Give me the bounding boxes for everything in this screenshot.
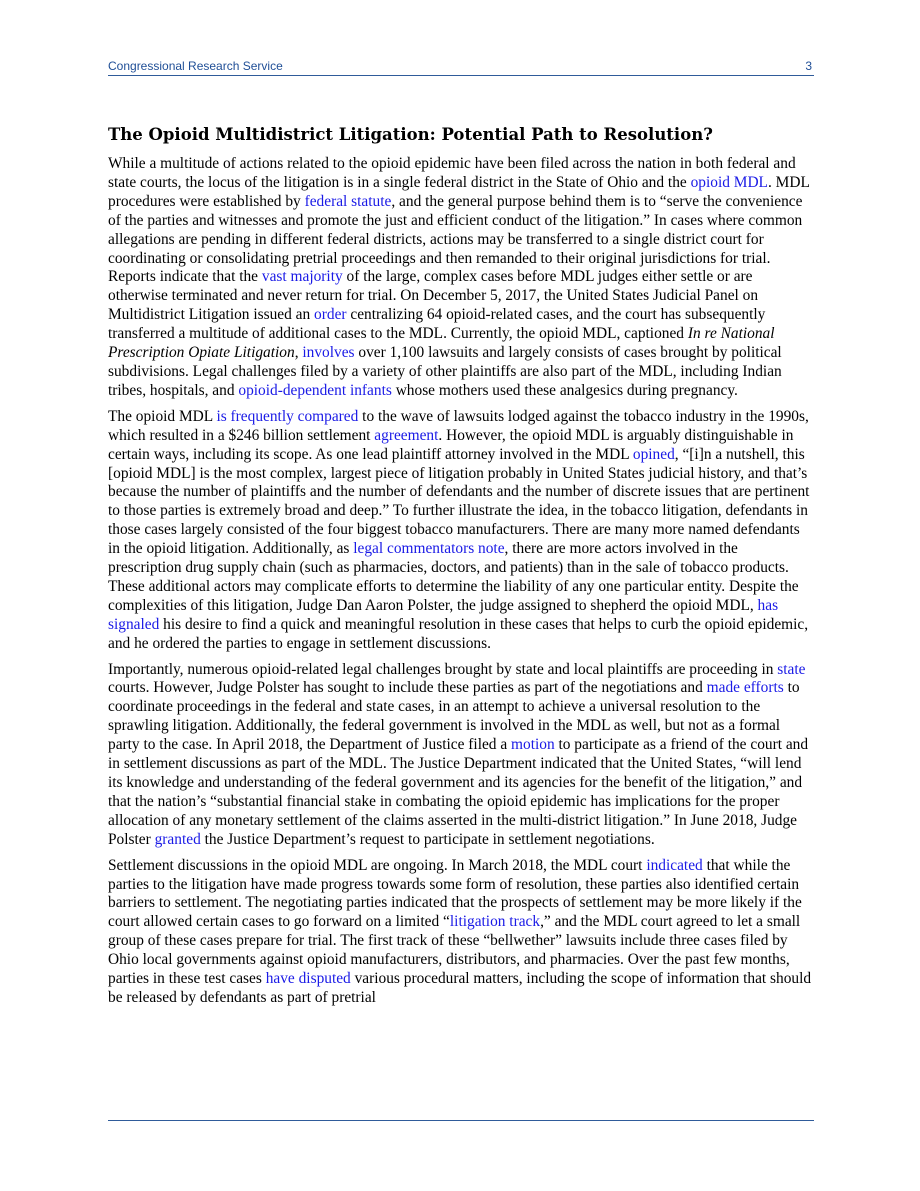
text-run: to the wave of lawsuits lodged against the tobacco industry in the 1990s, which resulted in a $246 billion settlement <box>108 407 809 444</box>
link-involves[interactable]: involves <box>302 344 355 362</box>
link-order[interactable]: order <box>314 306 347 324</box>
text-run: . MDL procedures were established by <box>108 173 810 210</box>
link-made-efforts[interactable]: made efforts <box>706 679 784 697</box>
article-body <box>108 124 814 1015</box>
text-run: , “[i]n a nutshell, this [opioid MDL] is the most complex, largest piece of litigation probably in United States judicial history, and that’s because the number of plaintiffs and the number of defendants and the number of discrete issues that are pertinent to those parties is extremely broad and deep.” To further illustrate the idea, in the tobacco litigation, defendants in those cases largely consisted of the four biggest tobacco manufacturers. There are many more named defendants in the opioid litigation. Additionally, as <box>108 445 810 558</box>
text-run: Importantly, numerous opioid-related legal challenges brought by state and local plaintiffs are proceeding in <box>108 660 778 678</box>
text-run: over 1,100 lawsuits and largely consists of cases brought by political subdivisions. Legal challenges filed by a variety of other plaintiffs are also part of the MDL, including Indian tribes, hospitals, and <box>108 344 782 399</box>
case-caption: In re National Prescription Opiate Litigation <box>108 325 775 362</box>
link-is-frequently-compared[interactable]: is frequently compared <box>216 407 359 425</box>
link-granted[interactable]: granted <box>154 830 201 848</box>
text-run: ,” and the MDL court agreed to let a small group of these cases prepare for trial. The first track of these “bellwether” lawsuits include three cases filed by Ohio local governments against opioid manufacturers, distributors, and pharmacies. Over the past few months, parties in these test cases <box>108 913 801 988</box>
paragraph-1 <box>108 155 814 401</box>
page-number: 3 <box>805 59 812 73</box>
link-vast-majority[interactable]: vast majority <box>261 268 343 286</box>
text-run: that while the parties to the litigation have made progress towards some form of resolution, these parties also identified certain barriers to settlement. The negotiating parties indicated that the prospects of settlement may be more likely if the court allowed certain cases to go forward on a limited “ <box>108 856 802 931</box>
link-have-disputed[interactable]: have disputed <box>265 970 351 988</box>
link-motion[interactable]: motion <box>511 736 555 754</box>
text-run: , <box>294 344 303 362</box>
text-run: his desire to find a quick and meaningful resolution in these cases that helps to curb the opioid epidemic, and he ordered the parties to engage in settlement discussions. <box>108 615 809 652</box>
text-run: Settlement discussions in the opioid MDL are ongoing. In March 2018, the MDL court <box>108 856 647 874</box>
text-run: , there are more actors involved in the prescription drug supply chain (such as pharmacies, doctors, and patients) than in the sale of tobacco products. These additional actors may complicate efforts to determine the liability of any one particular entity. Despite the complexities of this litigation, Judge Dan Aaron Polster, the judge assigned to shepherd the opioid MDL, <box>108 540 799 614</box>
text-run: whose mothers used these analgesics during pregnancy. <box>391 381 738 399</box>
link-federal-statute[interactable]: federal statute <box>304 192 392 210</box>
link-legal-commentators-note[interactable]: legal commentators note <box>353 540 505 558</box>
footer-divider <box>108 1120 814 1121</box>
link-agreement[interactable]: agreement <box>374 426 439 444</box>
paragraph-3 <box>108 661 814 850</box>
publisher-name: Congressional Research Service <box>108 59 283 73</box>
link-has-signaled[interactable]: has signaled <box>108 596 779 633</box>
text-run: centralizing 64 opioid-related cases, and the court has subsequently transferred a multitude of additional cases to the MDL. Currently, the opioid MDL, captioned <box>108 306 766 343</box>
section-title: The Opioid Multidistrict Litigation: Potential Path to Resolution? <box>108 125 713 144</box>
page-header <box>108 57 814 76</box>
paragraph-2 <box>108 408 814 654</box>
text-run: While a multitude of actions related to the opioid epidemic have been filed across the nation in both federal and state courts, the locus of the litigation is in a single federal district in the State of Ohio and the <box>108 155 796 191</box>
text-run: . However, the opioid MDL is arguably distinguishable in certain ways, including its scope. As one lead plaintiff attorney involved in the MDL <box>108 426 794 463</box>
paragraph-4 <box>108 857 814 1008</box>
text-run: to participate as a friend of the court and in settlement discussions as part of the MDL. The Justice Department indicated that the United States, “will lend its knowledge and understanding of the federal government and its agencies for the benefit of the litigation,” and that the nation’s “substantial financial stake in combating the opioid epidemic has implications for the proper allocation of any monetary settlement of the claims asserted in the multi-district litigation.” In June 2018, Judge Polster <box>108 736 809 848</box>
link-opined[interactable]: opined <box>632 445 675 463</box>
text-run: courts. However, Judge Polster has sought to include these parties as part of the negotiations and <box>108 679 707 697</box>
text-run: various procedural matters, including the scope of information that should be released by defendants as part of pretrial <box>108 970 812 1006</box>
text-run: to coordinate proceedings in the federal and state cases, in an attempt to achieve a universal resolution to the sprawling litigation. Additionally, the federal government is involved in the MDL as well, but not as a formal party to the case. In April 2018, the Department of Justice filed a <box>108 679 800 754</box>
text-run: of the large, complex cases before MDL judges either settle or are otherwise terminated and never return for trial. On December 5, 2017, the United States Judicial Panel on Multidistrict Litigation issued an <box>108 268 759 324</box>
text-run: The opioid MDL <box>108 407 217 425</box>
link-indicated[interactable]: indicated <box>646 856 703 874</box>
link-opioid-dependent-infants[interactable]: opioid-dependent infants <box>238 381 392 399</box>
link-state[interactable]: state <box>777 660 806 678</box>
text-run: , and the general purpose behind them is to “serve the convenience of the parties and witnesses and promote the just and efficient conduct of the litigation.” In cases where common allegations are pending in different federal districts, actions may be transferred to a single district court for coordinating or consolidating pretrial proceedings and then remanded to their original jurisdictions for trial. Reports indicate that the <box>108 192 803 286</box>
link-opioid-mdl[interactable]: opioid MDL <box>690 173 768 191</box>
text-run: the Justice Department’s request to participate in settlement negotiations. <box>200 830 655 848</box>
link-litigation-track[interactable]: litigation track <box>449 913 541 931</box>
